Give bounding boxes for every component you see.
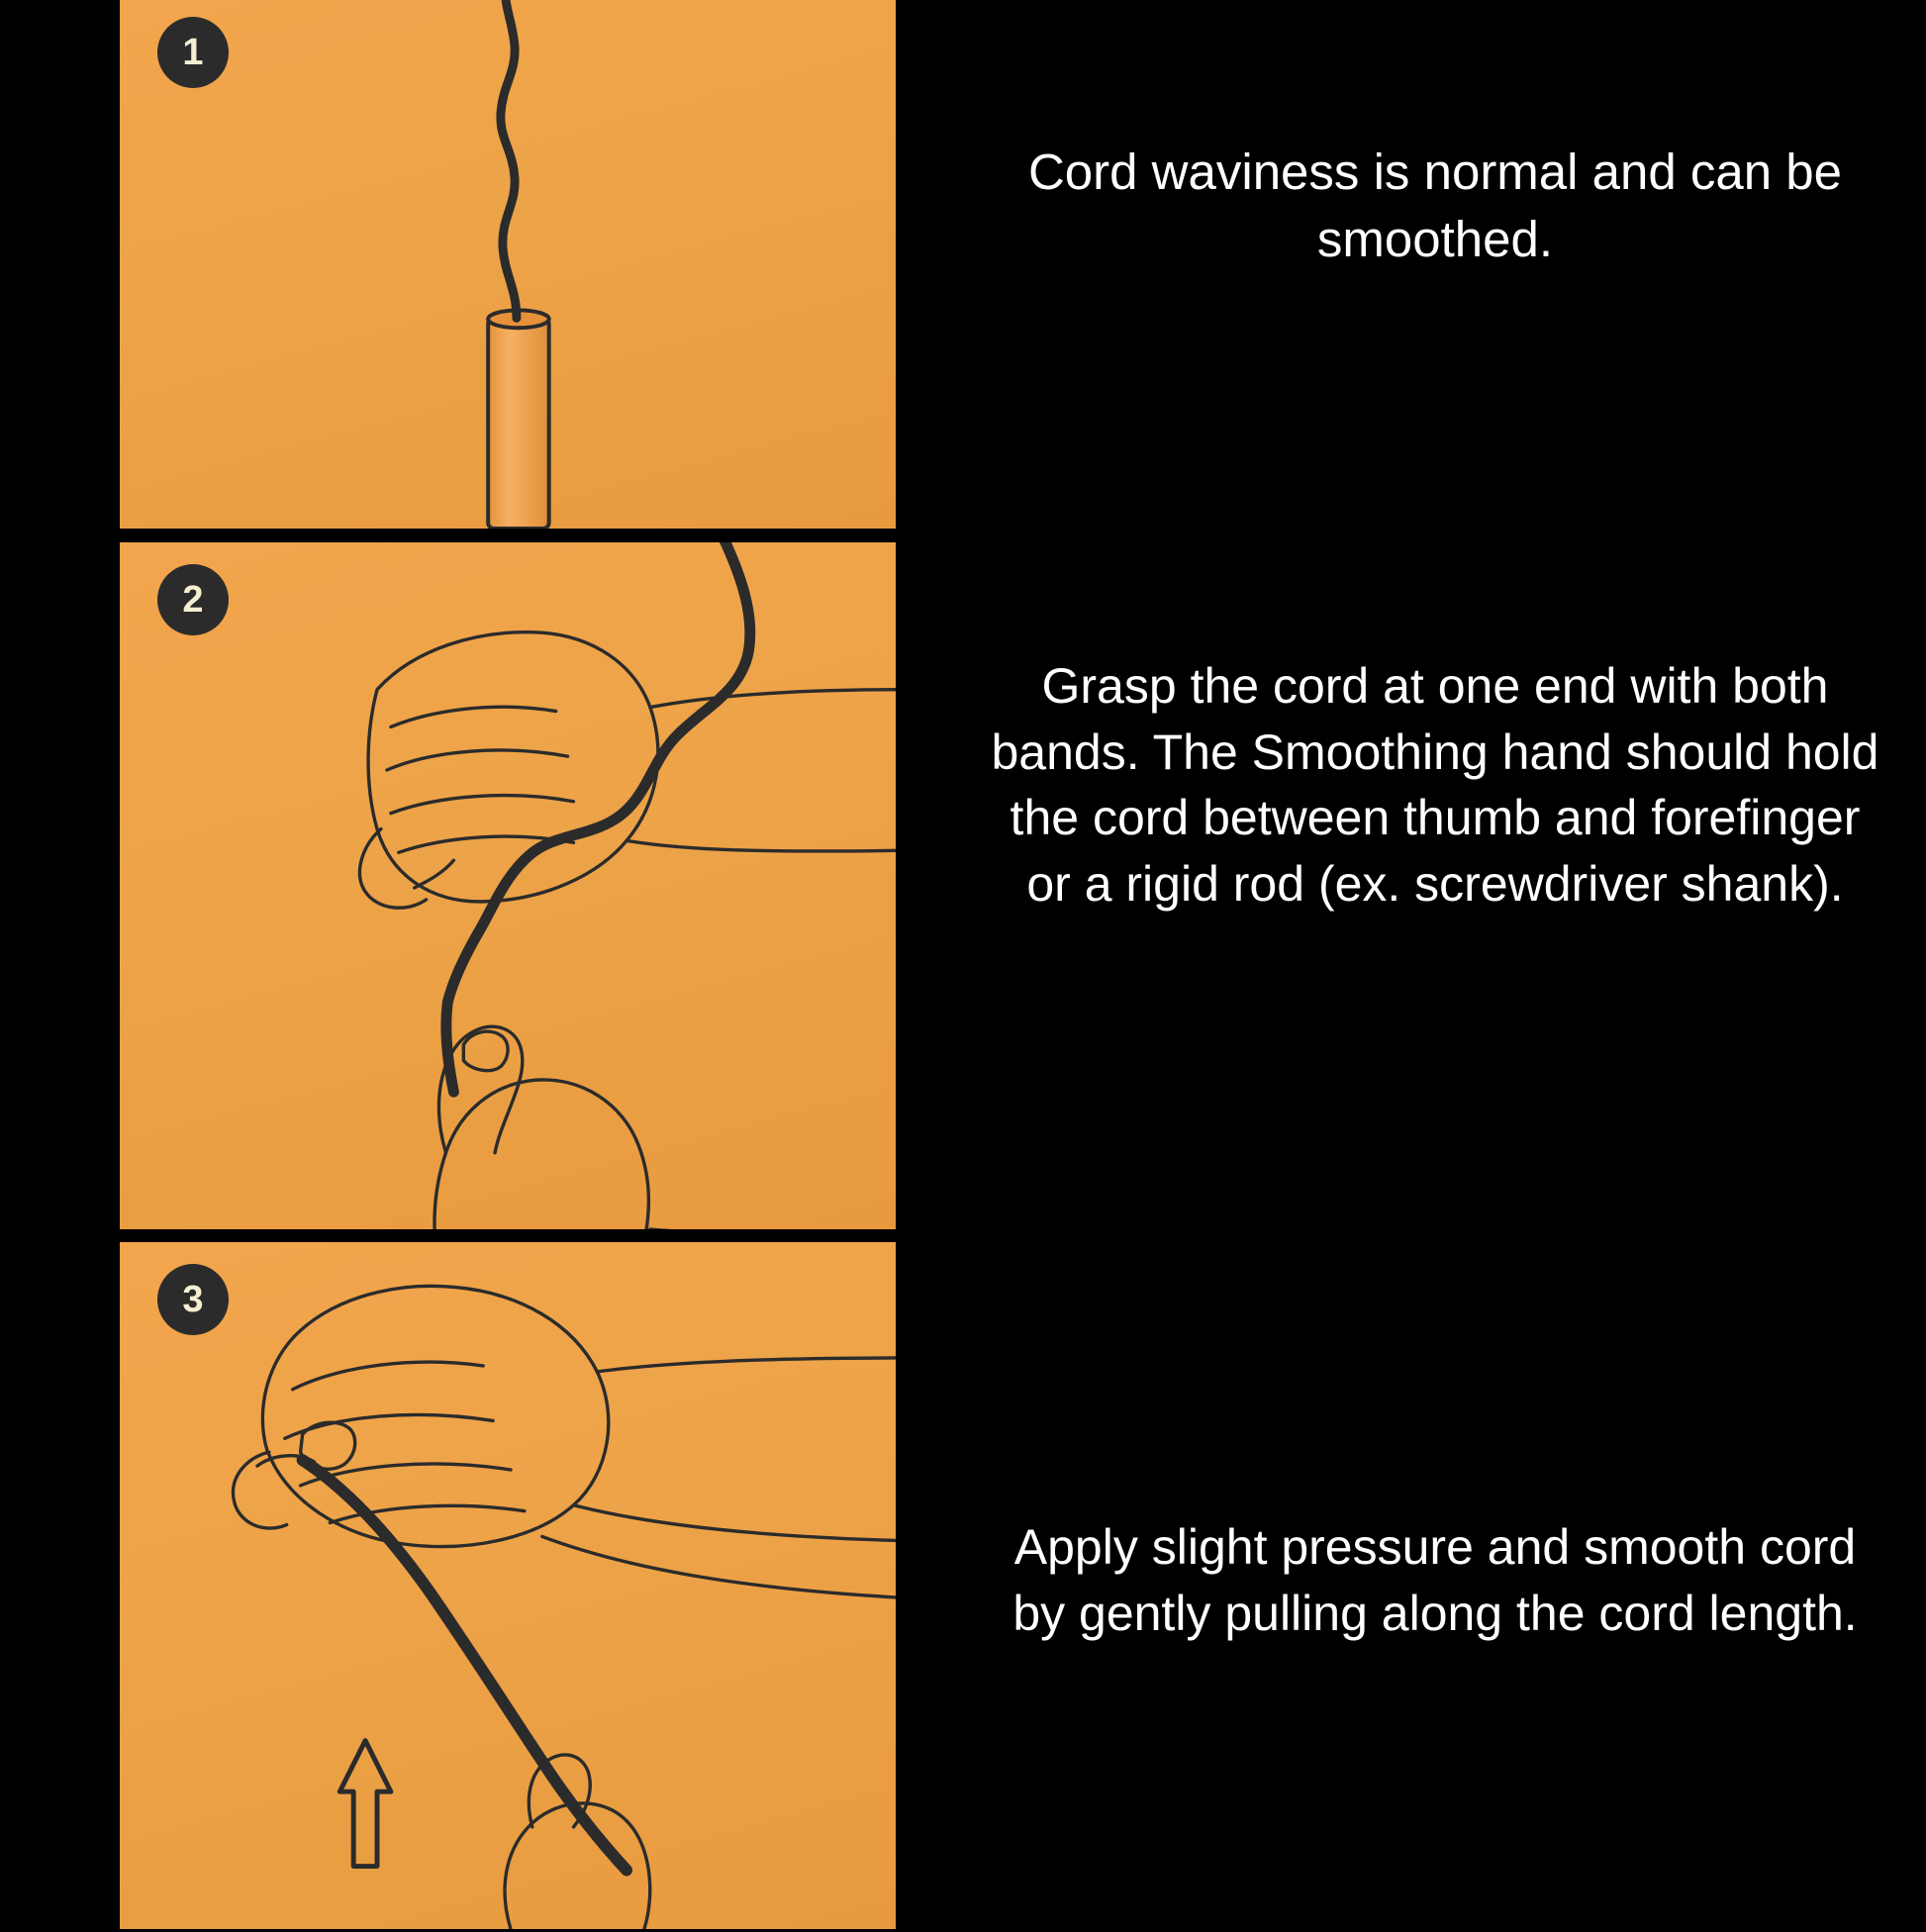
caption-step-1: Cord waviness is normal and can be smoothed. — [1027, 144, 1843, 267]
up-arrow-icon — [339, 1741, 391, 1867]
step-panel-2 — [117, 539, 899, 1232]
caption-step-3: Apply slight pressure and smooth cord by gently pulling along the cord length. — [1012, 1519, 1858, 1641]
step-number-badge-2: 2 — [157, 564, 229, 635]
caption-step-2: Grasp the cord at one end with both bands. The Smoothing hand should hold the cord between thumb and forefinger or a rigid rod (ex. screwdriver shank). — [991, 658, 1879, 912]
illustration-column — [117, 0, 899, 1926]
pulling-cord-illustration — [120, 1242, 896, 1929]
wavy-cord-illustration — [120, 0, 896, 529]
step-panel-3 — [117, 1239, 899, 1932]
step-panel-1 — [117, 0, 899, 531]
two-hands-grasping-cord-illustration — [120, 542, 896, 1229]
step-number-badge-3: 3 — [157, 1264, 229, 1335]
step-number-badge-1: 1 — [157, 17, 229, 88]
caption-column — [950, 0, 1926, 1926]
